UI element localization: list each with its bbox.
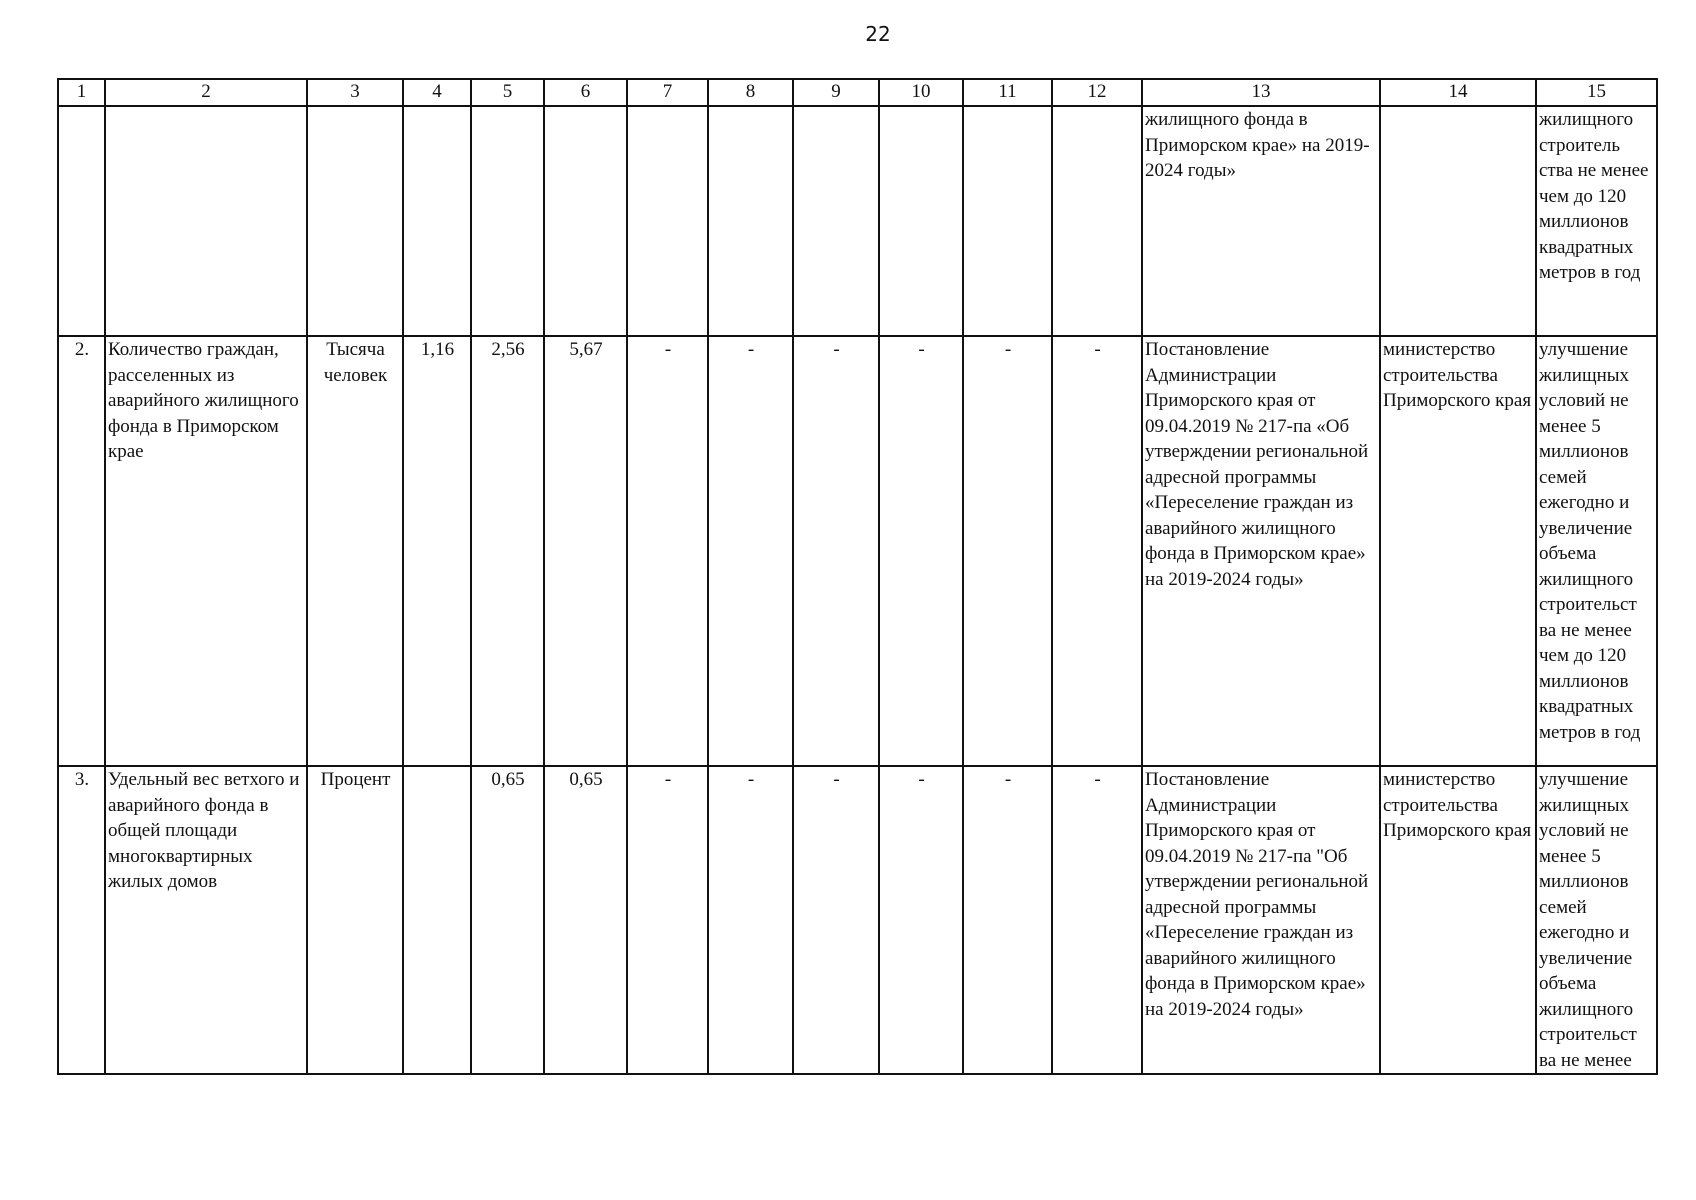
value-cell: - [1052, 766, 1142, 1074]
value-cell: - [708, 336, 793, 766]
value-cell: 1,16 [403, 336, 471, 766]
header-cell: 13 [1142, 79, 1380, 106]
value-cell: - [879, 336, 963, 766]
table-cell [793, 106, 879, 336]
table-cell [403, 106, 471, 336]
header-cell: 6 [544, 79, 627, 106]
header-cell: 2 [105, 79, 307, 106]
unit-cell: Тысяча человек [307, 336, 403, 766]
unit-cell: Процент [307, 766, 403, 1074]
value-cell: 0,65 [544, 766, 627, 1074]
value-cell [403, 766, 471, 1074]
indicator-name: Количество граждан, расселенных из аварийного жилищного фонда в Приморском крае [105, 336, 307, 766]
table-cell [1052, 106, 1142, 336]
value-cell: - [1052, 336, 1142, 766]
header-cell: 11 [963, 79, 1052, 106]
table-cell [58, 106, 105, 336]
table-cell [963, 106, 1052, 336]
header-cell: 4 [403, 79, 471, 106]
header-cell: 9 [793, 79, 879, 106]
header-cell: 10 [879, 79, 963, 106]
page-number: 22 [865, 22, 891, 46]
header-cell: 14 [1380, 79, 1536, 106]
goal-cell: улучшение жилищных условий не менее 5 миллионов семей ежегодно и увеличение объема жилищного строительст ва не менее чем до 120 миллионов квадратных метров в год [1536, 336, 1657, 766]
table-cell [105, 106, 307, 336]
responsible-cell: министерство строительства Приморского края [1380, 766, 1536, 1074]
row-number: 2. [58, 336, 105, 766]
header-cell: 5 [471, 79, 544, 106]
responsible-cell: министерство строительства Приморского края [1380, 336, 1536, 766]
table-cell [1380, 106, 1536, 336]
table-cell [708, 106, 793, 336]
indicator-name: Удельный вес ветхого и аварийного фонда в общей площади многоквартирных жилых домов [105, 766, 307, 1074]
table-row [58, 766, 1657, 1074]
header-cell: 1 [58, 79, 105, 106]
legal-basis-cell: Постановление Администрации Приморского края от 09.04.2019 № 217-па "Об утверждении региональной адресной программы «Переселение граждан из аварийного жилищного фонда в Приморском крае» на 2019-2024 годы» [1142, 766, 1380, 1074]
header-cell: 7 [627, 79, 708, 106]
table-cell [471, 106, 544, 336]
value-cell: 0,65 [471, 766, 544, 1074]
value-cell: - [963, 766, 1052, 1074]
header-cell: 12 [1052, 79, 1142, 106]
header-cell: 3 [307, 79, 403, 106]
header-row [58, 79, 1657, 106]
table-row [58, 336, 1657, 766]
table-cell [879, 106, 963, 336]
legal-basis-cell: Постановление Администрации Приморского края от 09.04.2019 № 217-па «Об утверждении региональной адресной программы «Переселение граждан из аварийного жилищного фонда в Приморском крае» на 2019-2024 годы» [1142, 336, 1380, 766]
value-cell: - [963, 336, 1052, 766]
table-cell [627, 106, 708, 336]
header-cell: 15 [1536, 79, 1657, 106]
goal-cell: жилищного строитель ства не менее чем до 120 миллионов квадратных метров в год [1536, 106, 1657, 336]
table-cell [544, 106, 627, 336]
value-cell: - [627, 336, 708, 766]
table-row [58, 106, 1657, 336]
value-cell: - [627, 766, 708, 1074]
legal-basis-cell: жилищного фонда в Приморском крае» на 2019-2024 годы» [1142, 106, 1380, 336]
value-cell: - [793, 766, 879, 1074]
value-cell: 5,67 [544, 336, 627, 766]
header-cell: 8 [708, 79, 793, 106]
value-cell: - [879, 766, 963, 1074]
value-cell: - [708, 766, 793, 1074]
table-cell [307, 106, 403, 336]
goal-cell: улучшение жилищных условий не менее 5 миллионов семей ежегодно и увеличение объема жилищного строительст ва не менее [1536, 766, 1657, 1074]
row-number: 3. [58, 766, 105, 1074]
indicators-table [57, 78, 1658, 1075]
value-cell: - [793, 336, 879, 766]
value-cell: 2,56 [471, 336, 544, 766]
